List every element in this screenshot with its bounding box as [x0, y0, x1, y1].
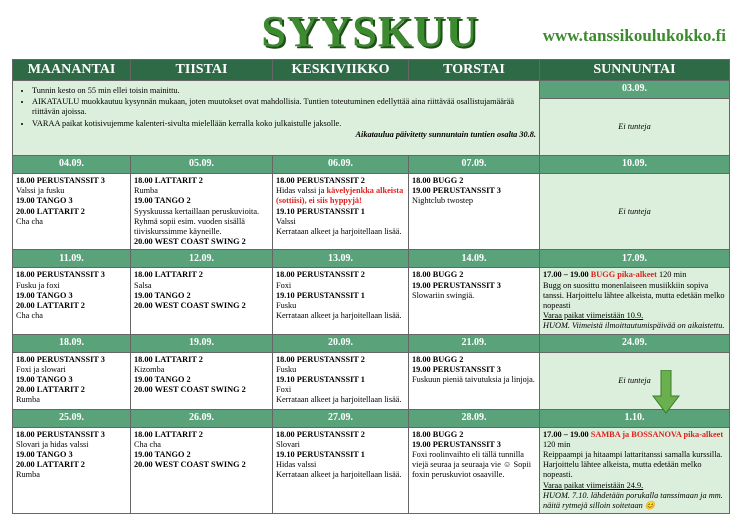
class-row [13, 268, 730, 334]
date-cell: 25.09. [13, 409, 131, 427]
class-title: 18.00 LATTARIT 2 [134, 354, 203, 364]
class-desc: Kerrataan alkeet ja harjoitellaan lisää. [276, 395, 402, 405]
class-cell-thu [409, 427, 540, 514]
date-cell: 04.09. [13, 156, 131, 174]
class-title: 19.00 TANGO 2 [134, 450, 191, 460]
class-row [13, 427, 730, 514]
class-cell-tue [131, 268, 273, 334]
class-desc: Syyskuussa kertaillaan peruskuvioita. Ryhmä sopii esim. vuoden sisällä tiiviskurssimme käyneille. [134, 206, 260, 237]
class-title: 20.00 WEST COAST SWING 2 [134, 460, 246, 470]
info-box [13, 81, 540, 156]
class-desc: Rumba [134, 186, 158, 196]
date-cell: 14.09. [409, 250, 540, 268]
info-bullet: • AIKATAULU muokkautuu kysynnän mukaan, joten muutokset ovat mahdollisia. Tuntien toteutuminen edellyttää aina riittävää osallistujamäärää riittävän ajoissa. [32, 97, 536, 117]
class-desc: Foxi [276, 280, 292, 290]
workshop-desc: Bugg on suosittu monenlaiseen musiikkiin sopiva tanssi. Harjoittelu lähtee alkeista, mutta edetään melko nopeasti [543, 280, 725, 311]
class-title: 20.00 WEST COAST SWING 2 [134, 301, 246, 311]
class-desc: Cha cha [16, 216, 43, 226]
date-cell: 12.09. [131, 250, 273, 268]
class-desc: Foxi ja slowari [16, 364, 66, 374]
sunday-no-class [540, 99, 730, 156]
date-row [13, 334, 730, 352]
class-cell-wed [273, 352, 409, 409]
day-header-row [13, 60, 730, 81]
class-desc-text: Hidas valssi ja [276, 186, 327, 196]
class-desc: Salsa [134, 280, 152, 290]
class-title: 18.00 PERUSTANSSIT 3 [16, 354, 105, 364]
class-title: 18.00 PERUSTANSSIT 2 [276, 270, 365, 280]
class-title: 19.00 TANGO 3 [16, 375, 73, 385]
class-desc: Kerrataan alkeet ja harjoitellaan lisää. [276, 311, 402, 321]
page-title: SYYSKUU [261, 7, 479, 56]
class-title: 19.00 TANGO 2 [134, 375, 191, 385]
no-class-label: Ei tunteja [618, 375, 651, 385]
workshop-time: 17.00 – 19.00 [543, 270, 591, 280]
class-desc: Kerrataan alkeet ja harjoitellaan lisää. [276, 470, 402, 480]
date-cell: 03.09. [540, 81, 730, 99]
class-cell-thu [409, 268, 540, 334]
date-cell: 06.09. [273, 156, 409, 174]
workshop-name: SAMBA ja BOSSANOVA pika-alkeet [590, 429, 724, 439]
workshop-booking-deadline: Varaa paikat viimeistään 10.9. [543, 311, 644, 321]
class-title: 18.00 BUGG 2 [412, 176, 464, 185]
class-title: 18.00 PERUSTANSSIT 3 [16, 176, 105, 185]
day-header-monday: MAANANTAI [13, 60, 131, 81]
class-title: 19.00 PERUSTANSSIT 3 [412, 280, 501, 290]
day-header-sunday: SUNNUNTAI [540, 60, 730, 81]
date-cell: 13.09. [273, 250, 409, 268]
no-class-label: Ei tunteja [618, 206, 651, 216]
date-cell: 27.09. [273, 409, 409, 427]
class-cell-thu [409, 352, 540, 409]
date-cell: 24.09. [540, 334, 730, 352]
class-cell-tue [131, 427, 273, 514]
class-title: 19.00 PERUSTANSSIT 3 [412, 439, 501, 449]
class-row [13, 352, 730, 409]
info-bullet: • Tunnin kesto on 55 min ellei toisin mainittu. [32, 86, 536, 96]
date-row [13, 156, 730, 174]
class-title: 18.00 BUGG 2 [412, 354, 464, 364]
date-row [13, 250, 730, 268]
date-cell: 05.09. [131, 156, 273, 174]
class-title: 19.10 PERUSTANSSIT 1 [276, 206, 365, 216]
no-class-label: Ei tunteja [618, 121, 651, 131]
schedule-table [12, 59, 730, 514]
class-cell-wed [273, 427, 409, 514]
class-title: 19.10 PERUSTANSSIT 1 [276, 450, 365, 460]
class-desc: Fusku [276, 301, 297, 311]
date-cell: 20.09. [273, 334, 409, 352]
class-title: 20.00 LATTARIT 2 [16, 301, 85, 311]
class-title: 18.00 BUGG 2 [412, 270, 464, 280]
class-desc: Hidas valssi [276, 460, 317, 470]
sunday-workshop-title [543, 270, 726, 280]
class-title: 20.00 LATTARIT 2 [16, 460, 85, 470]
date-cell: 1.10. [540, 409, 730, 427]
workshop-desc: Reippaampi ja hitaampi lattaritanssi samalla kurssilla. Harjoittelu lähtee alkeista, mutta edetään melko nopeasti. [543, 450, 723, 480]
class-desc: Kizomba [134, 364, 165, 374]
class-highlight: kävelyjenkka alkeista (sottiisi), ei siis hyppyjä! [276, 186, 404, 206]
class-title: 18.00 LATTARIT 2 [134, 176, 203, 185]
class-cell-tue [131, 174, 273, 250]
class-desc: Kerrataan alkeet ja harjoitellaan lisää. [276, 227, 402, 237]
class-title: 19.00 TANGO 3 [16, 290, 73, 300]
sunday-workshop-title [543, 430, 726, 450]
class-title: 19.00 TANGO 2 [134, 196, 191, 206]
class-desc: Fusku [276, 364, 297, 374]
class-title: 20.00 LATTARIT 2 [16, 206, 85, 216]
arrow-down-icon [652, 370, 680, 414]
class-row [13, 174, 730, 250]
website-url[interactable]: www.tanssikoulukokko.fi [542, 26, 726, 45]
class-title: 18.00 PERUSTANSSIT 2 [276, 429, 365, 439]
day-header-thursday: TORSTAI [409, 60, 540, 81]
class-title: 19.00 TANGO 3 [16, 196, 73, 206]
date-cell: 17.09. [540, 250, 730, 268]
sunday-cell [540, 352, 730, 409]
sunday-cell [540, 427, 730, 514]
day-header-tuesday: TIISTAI [131, 60, 273, 81]
class-desc: Rumba [16, 470, 40, 480]
class-title: 18.00 PERUSTANSSIT 2 [276, 354, 365, 364]
class-desc: Foxi roolinvaihto eli tällä tunnilla viejä seuraa ja seuraaja vie ☺ Sopii foxin peruskuviot osaaville. [412, 450, 532, 480]
class-desc: Cha cha [134, 439, 161, 449]
sunday-no-class [540, 174, 730, 250]
sunday-cell [540, 268, 730, 334]
class-desc: Rumba [16, 395, 40, 405]
class-desc: Nightclub twostep [412, 196, 474, 206]
workshop-duration: 120 min [543, 439, 571, 449]
date-cell: 18.09. [13, 334, 131, 352]
date-cell: 19.09. [131, 334, 273, 352]
class-desc: Cha cha [16, 311, 43, 321]
class-desc: Valssi ja fusku [16, 186, 65, 196]
class-cell-thu [409, 174, 540, 250]
class-desc: Fusku ja foxi [16, 280, 60, 290]
class-title: 18.00 PERUSTANSSIT 3 [16, 429, 105, 439]
class-title: 18.00 PERUSTANSSIT 3 [16, 270, 105, 280]
date-cell: 07.09. [409, 156, 540, 174]
class-cell-tue [131, 352, 273, 409]
workshop-booking-deadline: Varaa paikat viimeistään 24.9. [543, 480, 644, 490]
class-title: 19.00 PERUSTANSSIT 3 [412, 186, 501, 196]
info-list [16, 86, 536, 129]
update-note: Aikataulua päivitetty sunnuntain tuntien osalta 30.8. [355, 129, 536, 139]
class-title: 18.00 PERUSTANSSIT 2 [276, 176, 365, 185]
class-title: 19.00 TANGO 2 [134, 290, 191, 300]
class-title: 19.00 PERUSTANSSIT 3 [412, 364, 501, 374]
workshop-duration: 120 min [656, 270, 687, 280]
class-cell-mon [13, 174, 131, 250]
date-row [13, 409, 730, 427]
class-desc: Valssi [276, 216, 296, 226]
class-title: 20.00 WEST COAST SWING 2 [134, 385, 246, 395]
date-cell: 10.09. [540, 156, 730, 174]
class-title: 18.00 BUGG 2 [412, 429, 464, 439]
workshop-note: HUOM. 7.10. lähdetään porukalla tanssimaan ja mm. näitä rytmejä silloin soitetaan 😊 [543, 490, 723, 511]
class-cell-mon [13, 268, 131, 334]
class-cell-mon [13, 427, 131, 514]
class-title: 18.00 LATTARIT 2 [134, 270, 203, 280]
class-cell-wed [273, 268, 409, 334]
date-cell: 21.09. [409, 334, 540, 352]
class-title: 20.00 LATTARIT 2 [16, 385, 85, 395]
class-desc [276, 186, 405, 206]
class-desc: Fuskuun pieniä taivutuksia ja linjoja. [412, 375, 535, 385]
class-cell-wed [273, 174, 409, 250]
workshop-time: 17.00 – 19.00 [543, 429, 591, 439]
class-title: 18.00 LATTARIT 2 [134, 429, 203, 439]
class-title: 20.00 WEST COAST SWING 2 [134, 237, 246, 247]
class-desc: Slowariin swingiä. [412, 290, 475, 300]
date-cell: 26.09. [131, 409, 273, 427]
class-desc: Slovari [276, 439, 300, 449]
class-cell-mon [13, 352, 131, 409]
class-title: 19.10 PERUSTANSSIT 1 [276, 375, 365, 385]
day-header-wednesday: KESKIVIIKKO [273, 60, 409, 81]
workshop-note: HUOM. Viimeistä ilmoittautumispäivää on aikaistettu. [543, 321, 725, 331]
class-desc: Foxi [276, 385, 292, 395]
class-title: 19.10 PERUSTANSSIT 1 [276, 290, 365, 300]
class-title: 19.00 TANGO 3 [16, 450, 73, 460]
date-cell: 11.09. [13, 250, 131, 268]
class-desc: Slovari ja hidas valssi [16, 439, 89, 449]
date-cell: 28.09. [409, 409, 540, 427]
workshop-name: BUGG pika-alkeet [590, 270, 657, 280]
info-bullet: • VARAA paikat kotisivujemme kalenteri-sivulta mielellään kerralla koko julkaistulle jaksolle. [32, 119, 536, 129]
